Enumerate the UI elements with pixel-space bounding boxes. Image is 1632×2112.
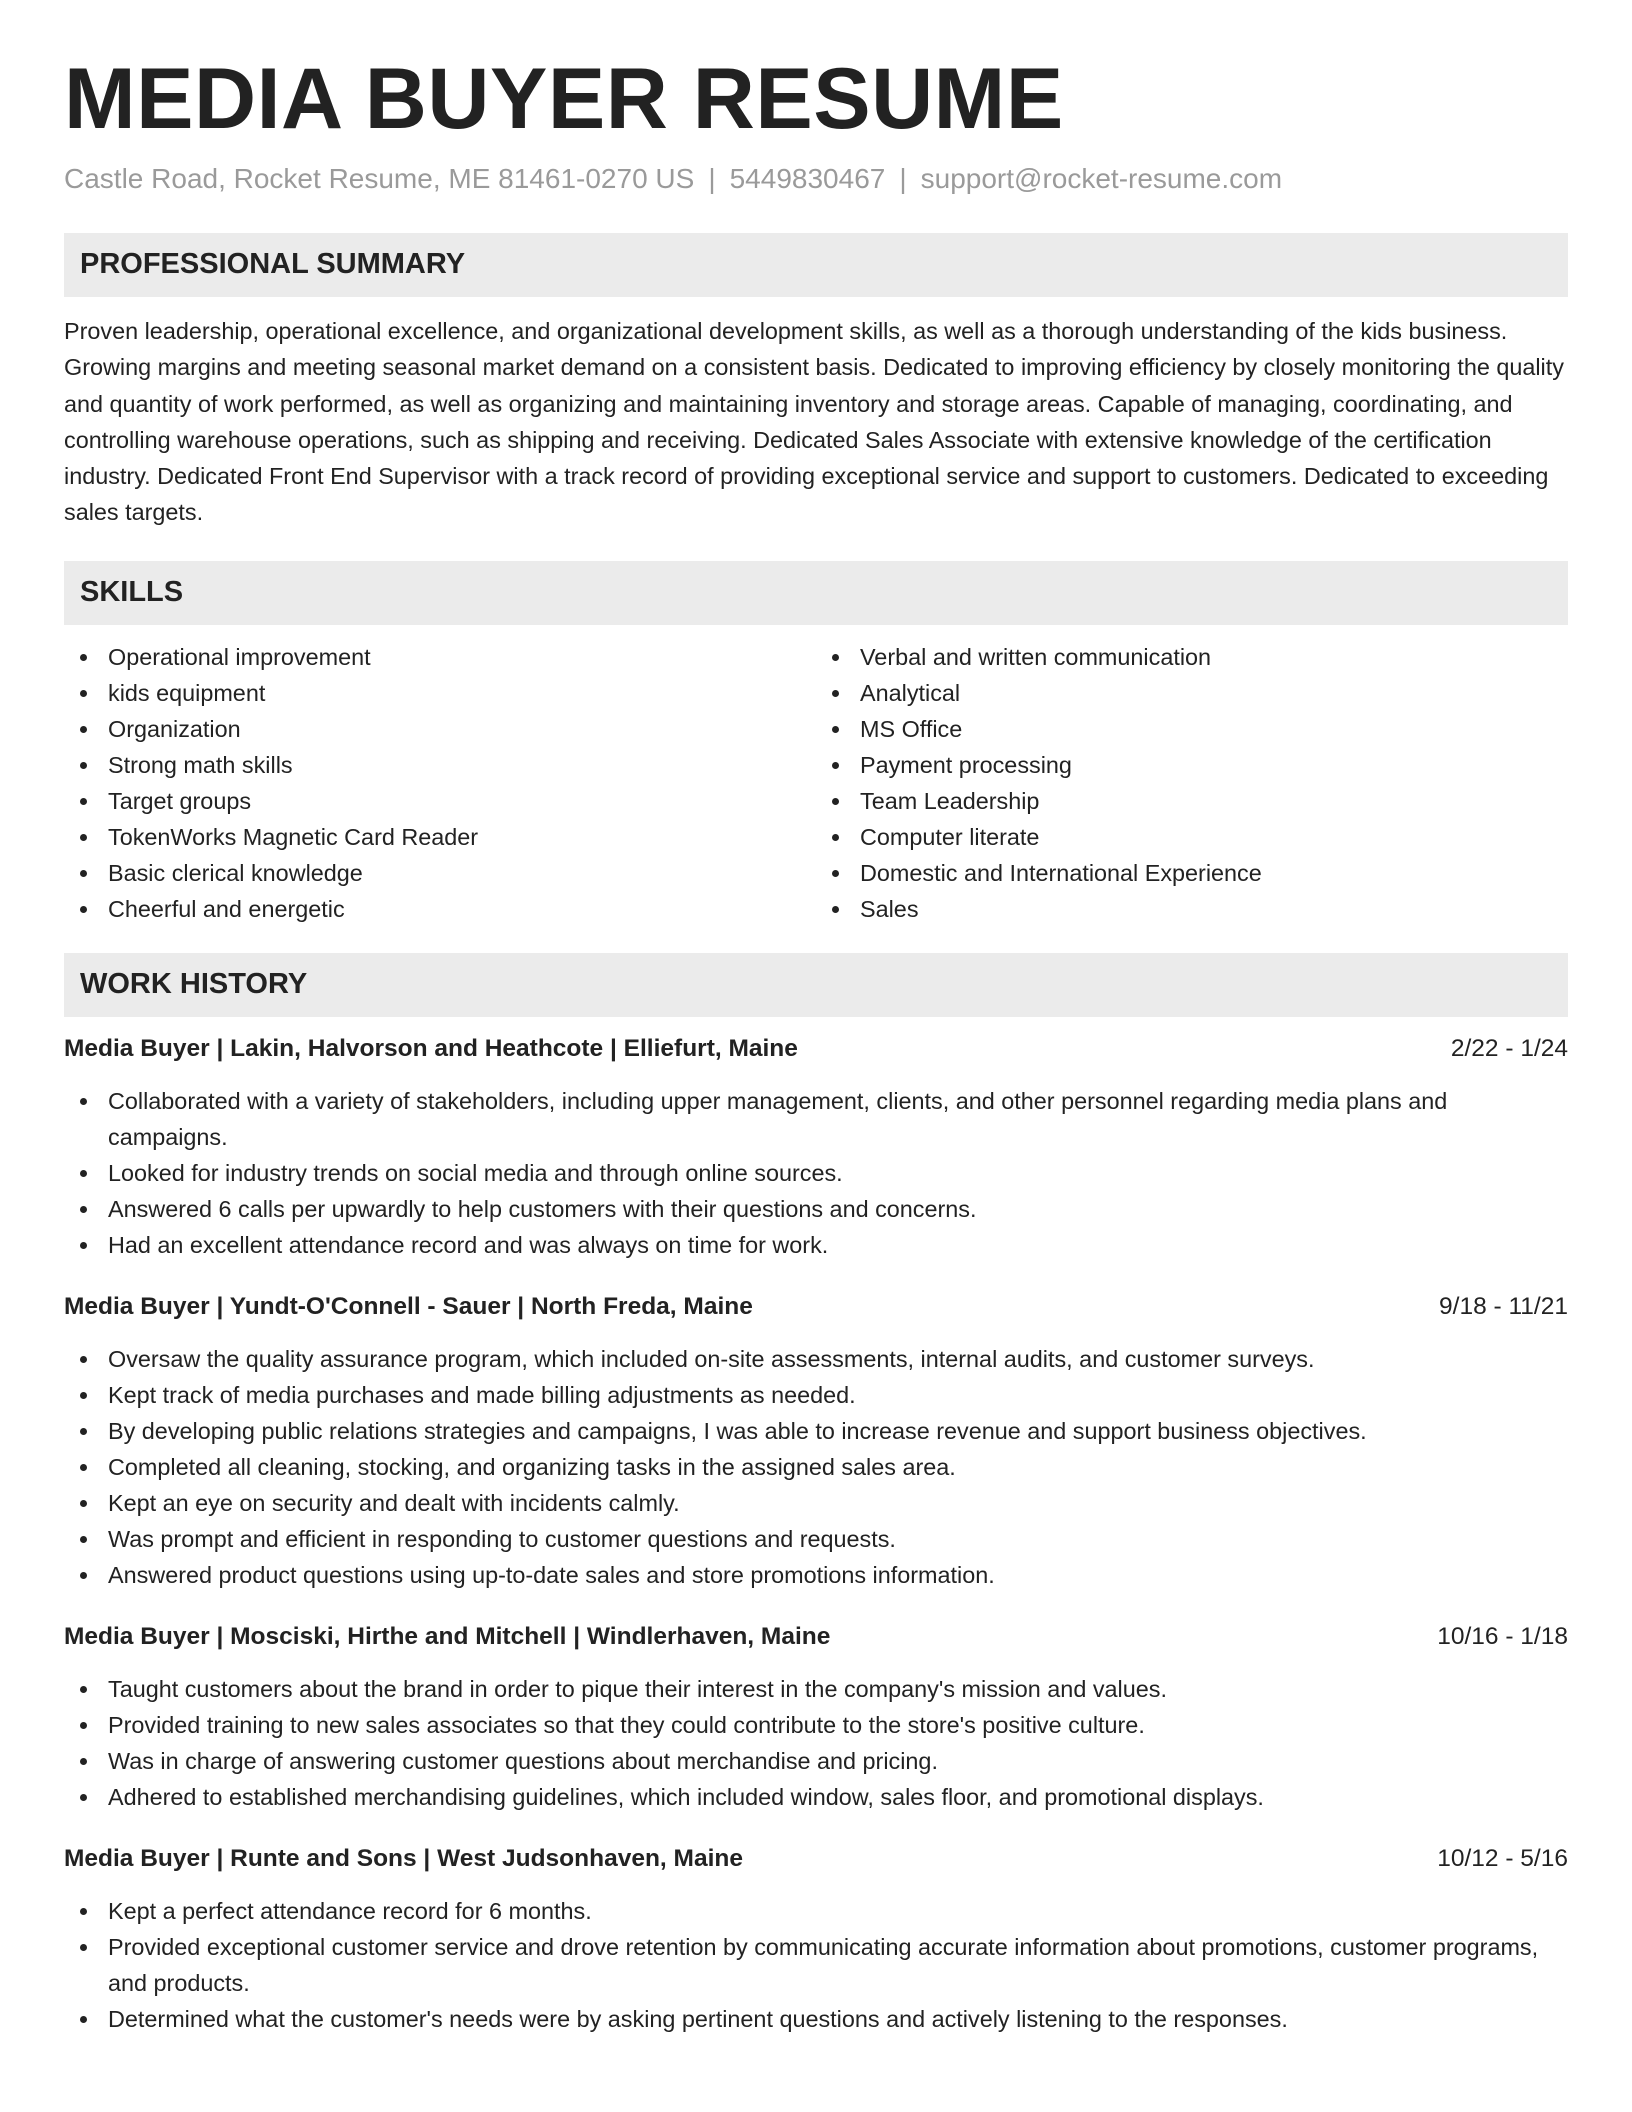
summary-section-header <box>64 233 1568 297</box>
job-bullet: By developing public relations strategies and campaigns, I was able to increase revenue and support business objectives. <box>64 1413 1568 1449</box>
work-heading: WORK HISTORY <box>80 968 308 1001</box>
job-header <box>64 1619 1568 1655</box>
contact-separator: | <box>899 162 907 194</box>
job-bullet: Kept an eye on security and dealt with incidents calmly. <box>64 1485 1568 1521</box>
summary-text: Proven leadership, operational excellence, and organizational development skills, as well as a thorough understanding of the kids business. Growing margins and meeting seasonal market demand on a consistent basis. Dedicated to improving efficiency by closely monitoring the quality and quantity of work performed, as well as organizing and maintaining inventory and storage areas. Capable of managing, coordinating, and controlling warehouse operations, such as shipping and receiving. Dedicated Sales Associate with extensive knowledge of the certification industry. Dedicated Front End Supervisor with a track record of providing exceptional service and support to customers. Dedicated to exceeding sales targets. <box>64 317 1564 526</box>
skills-heading: SKILLS <box>80 576 184 609</box>
job-bullets <box>64 1671 1568 1815</box>
job-bullet: Completed all cleaning, stocking, and organizing tasks in the assigned sales area. <box>64 1449 1568 1485</box>
job-dates: 2/22 - 1/24 <box>1450 1034 1568 1062</box>
skill-item: MS Office <box>816 711 1568 747</box>
job-bullets <box>64 1893 1568 2037</box>
job-bullet: Provided training to new sales associates so that they could contribute to the store's positive culture. <box>64 1707 1568 1743</box>
skill-item: Organization <box>64 711 816 747</box>
skill-item: kids equipment <box>64 675 816 711</box>
skills-column-right <box>816 639 1568 927</box>
job-bullet: Collaborated with a variety of stakeholders, including upper management, clients, and other personnel regarding media plans and campaigns. <box>64 1083 1568 1155</box>
skill-item: Payment processing <box>816 747 1568 783</box>
skill-item: Sales <box>816 891 1568 927</box>
skill-item: Strong math skills <box>64 747 816 783</box>
skill-item: Domestic and International Experience <box>816 855 1568 891</box>
job-entry <box>64 1619 1568 1815</box>
job-dates: 9/18 - 11/21 <box>1439 1292 1568 1320</box>
skills-column-left <box>64 639 816 927</box>
job-bullet: Provided exceptional customer service and drove retention by communicating accurate information about promotions, customer programs, and products. <box>64 1929 1568 2001</box>
job-bullet: Determined what the customer's needs were by asking pertinent questions and actively listening to the responses. <box>64 2001 1568 2037</box>
job-title: Media Buyer | Lakin, Halvorson and Heathcote | Elliefurt, Maine <box>64 1034 798 1062</box>
job-bullet: Answered product questions using up-to-date sales and store promotions information. <box>64 1557 1568 1593</box>
job-bullet: Looked for industry trends on social media and through online sources. <box>64 1155 1568 1191</box>
job-bullet: Kept track of media purchases and made billing adjustments as needed. <box>64 1377 1568 1413</box>
job-dates: 10/16 - 1/18 <box>1437 1622 1568 1650</box>
job-header <box>64 1841 1568 1877</box>
contact-phone: 5449830467 <box>729 162 886 194</box>
job-entry <box>64 1841 1568 2037</box>
skill-item: Target groups <box>64 783 816 819</box>
job-bullet: Was in charge of answering customer questions about merchandise and pricing. <box>64 1743 1568 1779</box>
job-bullet: Oversaw the quality assurance program, which included on-site assessments, internal audits, and customer surveys. <box>64 1341 1568 1377</box>
contact-email[interactable]: support@rocket-resume.com <box>920 162 1283 194</box>
skill-item: Basic clerical knowledge <box>64 855 816 891</box>
skill-item: Computer literate <box>816 819 1568 855</box>
job-header <box>64 1031 1568 1067</box>
job-bullet: Had an excellent attendance record and was always on time for work. <box>64 1227 1568 1263</box>
job-title: Media Buyer | Yundt-O'Connell - Sauer | North Freda, Maine <box>64 1292 753 1320</box>
job-entry <box>64 1289 1568 1593</box>
job-bullet: Kept a perfect attendance record for 6 months. <box>64 1893 1568 1929</box>
job-bullet: Taught customers about the brand in order to pique their interest in the company's mission and values. <box>64 1671 1568 1707</box>
job-bullet: Was prompt and efficient in responding to customer questions and requests. <box>64 1521 1568 1557</box>
skill-item: Cheerful and energetic <box>64 891 816 927</box>
skill-item: TokenWorks Magnetic Card Reader <box>64 819 816 855</box>
contact-address: Castle Road, Rocket Resume, ME 81461-0270 US <box>64 162 695 194</box>
job-title: Media Buyer | Mosciski, Hirthe and Mitchell | Windlerhaven, Maine <box>64 1622 831 1650</box>
job-dates: 10/12 - 5/16 <box>1437 1844 1568 1872</box>
job-bullet: Adhered to established merchandising guidelines, which included window, sales floor, and promotional displays. <box>64 1779 1568 1815</box>
resume-title: MEDIA BUYER RESUME <box>64 51 1064 147</box>
summary-heading: PROFESSIONAL SUMMARY <box>80 248 466 281</box>
skill-item: Operational improvement <box>64 639 816 675</box>
job-entry <box>64 1031 1568 1263</box>
skills-section-header <box>64 561 1568 625</box>
job-bullets <box>64 1341 1568 1593</box>
job-bullets <box>64 1083 1568 1263</box>
skill-item: Team Leadership <box>816 783 1568 819</box>
contact-line <box>64 161 1568 197</box>
work-section-header <box>64 953 1568 1017</box>
skill-item: Analytical <box>816 675 1568 711</box>
skills-grid <box>64 639 1568 927</box>
job-bullet: Answered 6 calls per upwardly to help customers with their questions and concerns. <box>64 1191 1568 1227</box>
job-header <box>64 1289 1568 1325</box>
job-title: Media Buyer | Runte and Sons | West Judsonhaven, Maine <box>64 1844 743 1872</box>
contact-separator: | <box>708 162 716 194</box>
skill-item: Verbal and written communication <box>816 639 1568 675</box>
